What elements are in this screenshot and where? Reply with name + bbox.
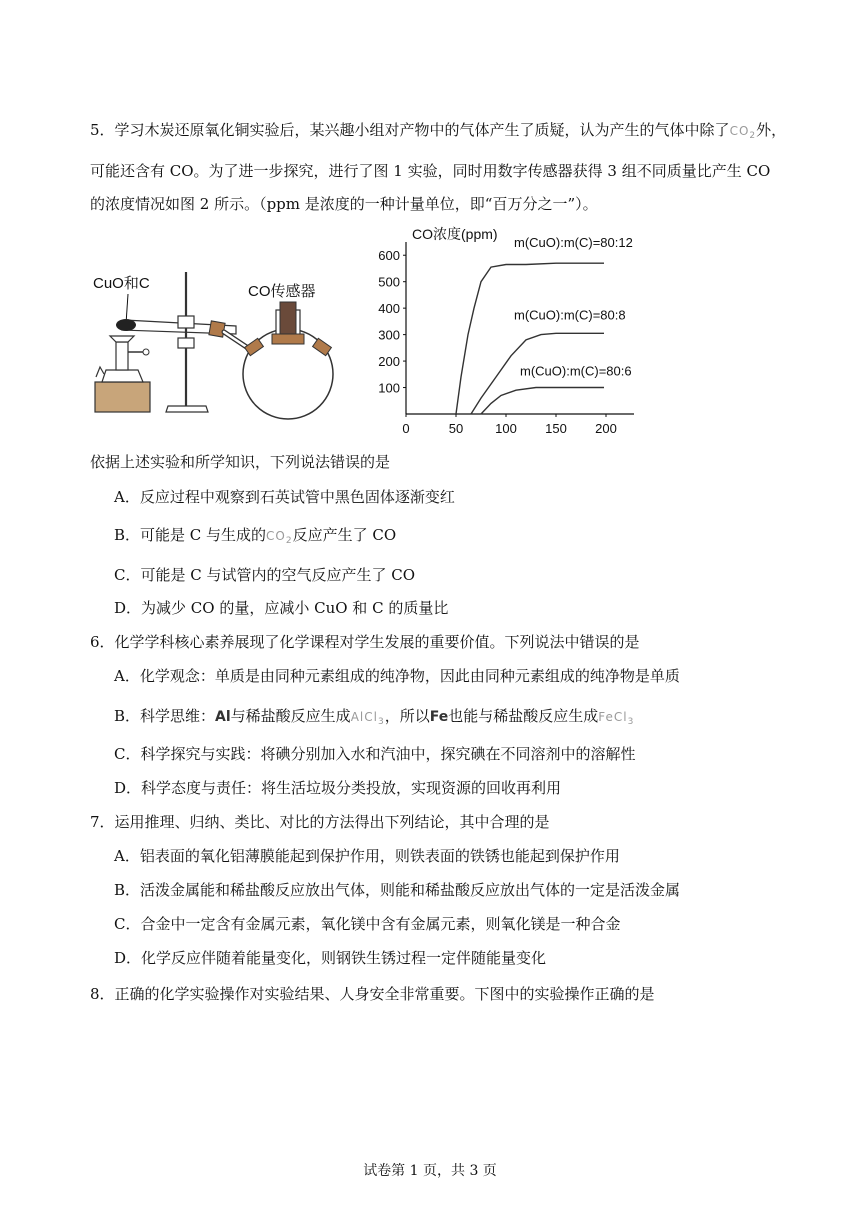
fecl3-formula: FeCl$_3$ [598, 710, 635, 727]
q7-stem: 7．运用推理、归纳、类比、对比的方法得出下列结论，其中合理的是 [90, 813, 550, 831]
series-line [481, 388, 604, 415]
alcl3-formula: AlCl$_3$ [350, 710, 385, 727]
q6-option-b-text: B．科学思维： [114, 707, 216, 725]
al-symbol: Al [215, 709, 231, 725]
q7-option-d: D．化学反应伴随着能量变化，则钢铁生锈过程一定伴随能量变化 [114, 949, 547, 967]
q5-stem: 依据上述实验和所学知识，下列说法错误的是 [90, 453, 391, 471]
q6-option-b [114, 706, 634, 732]
series-label: m(CuO):m(C)=80:8 [514, 307, 626, 323]
apparatus-figure [88, 262, 350, 424]
y-tick-label: 300 [378, 327, 400, 343]
q6-option-b-text3: ，所以 [384, 707, 430, 725]
co-concentration-chart [368, 222, 636, 438]
q5-line1-text: 5．学习木炭还原氧化铜实验后，某兴趣小组对产物中的气体产生了质疑，认为产生的气体中除了 [90, 121, 730, 139]
x-tick-label: 100 [495, 421, 517, 436]
q5-line1-end: 外， [756, 121, 787, 139]
page-footer: 试卷第 1 页，共 3 页 [363, 1163, 497, 1179]
cuo-c-label: CuO和C [93, 275, 150, 292]
q6-option-b-text4: 也能与稀盐酸反应生成 [448, 707, 599, 725]
q6-stem: 6．化学学科核心素养展现了化学课程对学生发展的重要价值。下列说法中错误的是 [90, 633, 640, 651]
burner-lamp [102, 370, 143, 382]
y-tick-label: 500 [378, 274, 400, 290]
q5-line1 [90, 120, 786, 146]
fe-symbol: Fe [429, 709, 449, 725]
series-label: m(CuO):m(C)=80:12 [514, 235, 633, 251]
y-tick-label: 100 [378, 380, 400, 396]
co-sensor-label: CO传感器 [248, 283, 316, 300]
y-tick-label: 200 [378, 354, 400, 370]
x-tick-label: 150 [545, 421, 567, 436]
x-tick-label: 50 [448, 421, 464, 436]
q6-option-d: D．科学态度与责任：将生活垃圾分类投放，实现资源的回收再利用 [114, 779, 562, 797]
cuo-c-mixture [116, 319, 136, 331]
q5-line3: 的浓度情况如图 2 所示。（ppm 是浓度的一种计量单位，即“百万分之一”）。 [90, 195, 598, 213]
q6-option-a: A．化学观念：单质是由同种元素组成的纯净物，因此由同种元素组成的纯净物是单质 [114, 667, 680, 685]
q5-option-c: C．可能是 C 与试管内的空气反应产生了 CO [114, 566, 416, 584]
q7-option-a: A．铝表面的氧化铝薄膜能起到保护作用，则铁表面的铁锈也能起到保护作用 [114, 847, 620, 865]
y-tick-label: 600 [378, 248, 400, 264]
q8-stem: 8．正确的化学实验操作对实验结果、人身安全非常重要。下图中的实验操作正确的是 [90, 985, 655, 1003]
q5-option-b-text: B．可能是 C 与生成的 [114, 526, 267, 544]
x-tick-label: 200 [595, 421, 617, 436]
y-tick-label: 400 [378, 301, 400, 317]
q7-option-b: B．活泼金属能和稀盐酸反应放出气体，则能和稀盐酸反应放出气体的一定是活泼金属 [114, 881, 681, 899]
q6-option-b-text2: 与稀盐酸反应生成 [230, 707, 351, 725]
q6-option-c: C．科学探究与实践：将碘分别加入水和汽油中，探究碘在不同溶剂中的溶解性 [114, 745, 636, 763]
q5-option-b [114, 525, 396, 551]
q5-option-a: A．反应过程中观察到石英试管中黑色固体逐渐变红 [114, 488, 455, 506]
x-tick-label: 0 [402, 421, 410, 436]
series-label: m(CuO):m(C)=80:6 [520, 363, 632, 379]
co2-formula: $CO_2$ [266, 529, 293, 546]
burner-base [95, 382, 150, 412]
co2-formula: $CO_2$ [729, 124, 757, 141]
q5-option-b-end: 反应产生了 CO [292, 526, 397, 544]
q7-option-c: C．合金中一定含有金属元素，氧化镁中含有金属元素，则氧化镁是一种合金 [114, 915, 621, 933]
q5-option-d: D．为减少 CO 的量，应减小 CuO 和 C 的质量比 [114, 599, 449, 617]
q5-line2: 可能还含有 CO。为了进一步探究，进行了图 1 实验，同时用数字传感器获得 3 组不同质量比产生 CO [90, 162, 771, 180]
chart-title: CO浓度(ppm) [412, 226, 498, 242]
